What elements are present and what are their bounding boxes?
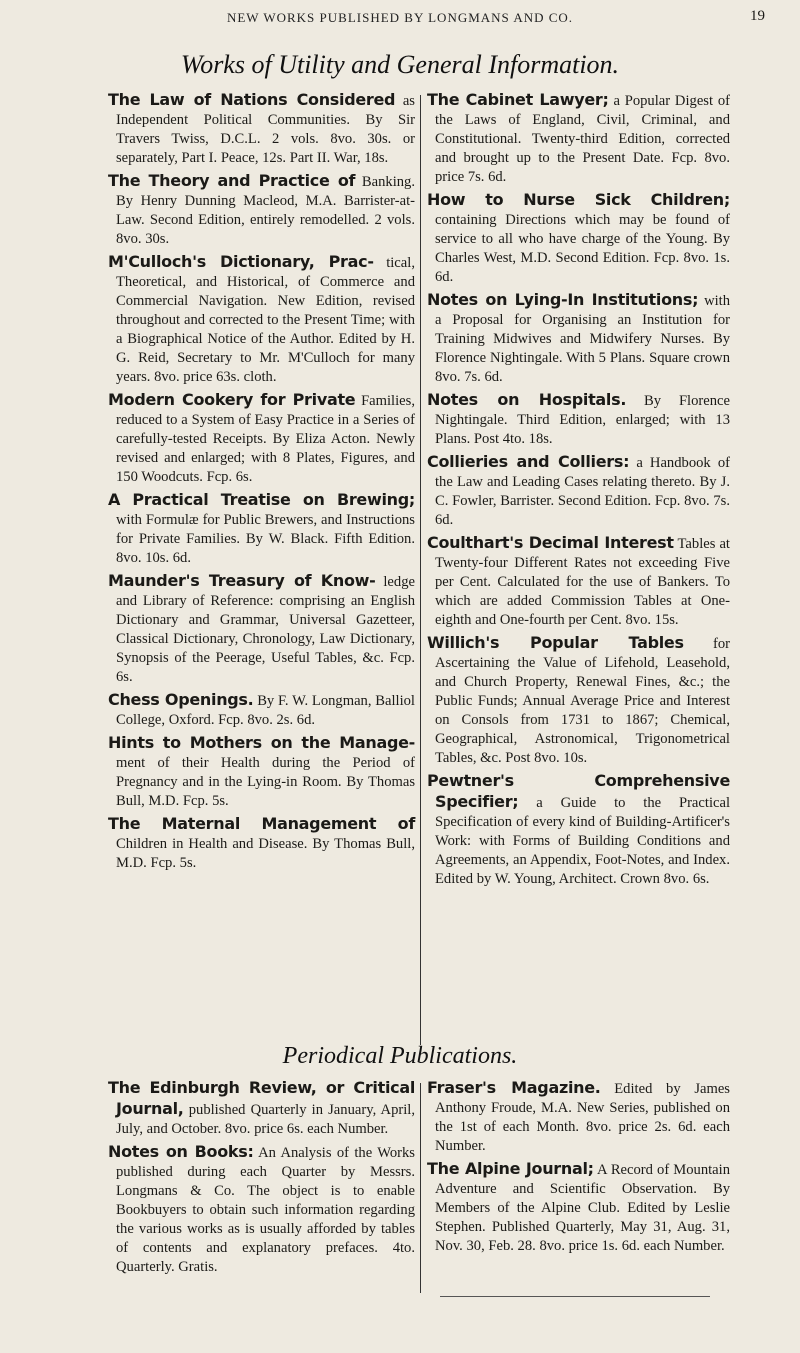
entry: Notes on Hospitals. By Florence Nightingale. Third Edition, enlarged; with 13 Plans. Post 4to. 18s.: [427, 390, 730, 447]
entry: Willich's Popular Tables for Ascertaining the Value of Lifehold, Leasehold, and Church Property, Renewal Fines, &c.; the Public Funds; Annual Average Price and Interest on Consols from 1731 to 1867; Chemical, Geographical, Astronomical, Trigonometrical Tables, &c. Post 8vo. 10s.: [427, 633, 730, 766]
entry: M'Culloch's Dictionary, Prac- tical, Theoretical, and Historical, of Commerce and Commercial Navigation. New Edition, revised throughout and corrected to the Present Time; with a Biographical Notice of the Author. Edited by H. G. Reid, Secretary to Mr. M'Culloch for many years. 8vo. price 63s. cloth.: [108, 252, 415, 385]
entry: Notes on Books: An Analysis of the Works published during each Quarter by Messrs. Longmans & Co. The object is to enable Bookbuyers to obtain such information regarding the various works as is usually afforded by tables of contents and explanatory prefaces. 4to. Quarterly. Gratis.: [108, 1142, 415, 1275]
entry: Notes on Lying-In Institutions; with a Proposal for Organising an Institution for Training Midwives and Midwifery Nurses. By Florence Nightingale. With 5 Plans. Square crown 8vo. 7s. 6d.: [427, 290, 731, 385]
section-title-periodical: Periodical Publications.: [282, 1043, 518, 1069]
periodical-right-column: [427, 1078, 730, 1259]
entry: Chess Openings. By F. W. Longman, Balliol College, Oxford. Fcp. 8vo. 2s. 6d.: [108, 690, 415, 728]
entry: The Cabinet Lawyer; a Popular Digest of the Laws of England, Civil, Criminal, and Constitutional. Twenty-third Edition, corrected and brought up to the Present Date. Fcp. 8vo. price 7s. 6d.: [427, 90, 730, 185]
entry: Hints to Mothers on the Manage- ment of their Health during the Period of Pregnancy and in the Lying-in Room. By Thomas Bull, M.D. Fcp. 5s.: [108, 733, 415, 809]
entry: A Practical Treatise on Brewing; with Formulæ for Public Brewers, and Instructions for Private Families. By W. Black. Fifth Edition. 8vo. 10s. 6d.: [108, 490, 415, 566]
column-divider: [420, 1083, 421, 1293]
entry: How to Nurse Sick Children; containing Directions which may be found of service to all who have charge of the Young. By Charles West, M.D. Second Edition. Fcp. 8vo. 1s. 6d.: [427, 190, 730, 285]
running-head: NEW WORKS PUBLISHED BY LONGMANS AND CO.: [226, 10, 574, 25]
column-divider: [420, 95, 421, 1045]
entry: Collieries and Colliers: a Handbook of the Law and Leading Cases relating thereto. By J. C. Fowler, Barrister. Second Edition. Fcp. 8vo. 7s. 6d.: [427, 452, 730, 528]
entry: Modern Cookery for Private Families, reduced to a System of Easy Practice in a Series of carefully-tested Receipts. By Eliza Acton. Newly revised and enlarged; with 8 Plates, Figures, and 150 Woodcuts. Fcp. 6s.: [108, 390, 415, 485]
entry: Coulthart's Decimal Interest Tables at Twenty-four Different Rates not exceeding Five per Cent. Calculated for the use of Bankers. To which are added Commission Tables at One-eighth and One-fourth per Cent. 8vo. 15s.: [427, 533, 730, 628]
entry: Pewtner's Comprehensive Specifier; a Guide to the Practical Specification of every kind of Building-Artificer's Work: with Forms of Building Conditions and Agreements, an Appendix, Foot-Notes, and Index. Edited by W. Young, Architect. Crown 8vo. 6s.: [427, 771, 731, 887]
entry: The Edinburgh Review, or Critical Journal, published Quarterly in January, April, July, and October. 8vo. price 6s. each Number.: [108, 1078, 415, 1137]
periodical-left-column: [108, 1078, 415, 1280]
entry: Fraser's Magazine. Edited by James Anthony Froude, M.A. New Series, published on the 1st of each Month. 8vo. price 2s. 6d. each Number.: [427, 1078, 730, 1154]
bottom-rule: [440, 1296, 710, 1297]
page-number: 19: [750, 8, 765, 24]
entry: Maunder's Treasury of Know- ledge and Library of Reference: comprising an English Dictionary and Grammar, Universal Gazetteer, Classical Dictionary, Chronology, Law Dictionary, Synopsis of the Peerage, Useful Tables, &c. Fcp. 6s.: [108, 571, 415, 685]
entry: The Theory and Practice of Banking. By Henry Dunning Macleod, M.A. Barrister-at-Law. Second Edition, entirely remodelled. 2 vols. 8vo. 30s.: [108, 171, 415, 247]
section-title-utility: Works of Utility and General Information.: [180, 50, 620, 79]
utility-right-column: [427, 90, 730, 892]
utility-left-column: [108, 90, 415, 876]
entry: The Maternal Management of Children in Health and Disease. By Thomas Bull, M.D. Fcp. 5s.: [108, 814, 415, 871]
entry: The Law of Nations Considered as Independent Political Communities. By Sir Travers Twiss, D.C.L. 2 vols. 8vo. 30s. or separately, Part I. Peace, 12s. Part II. War, 18s.: [108, 90, 415, 166]
entry: The Alpine Journal; A Record of Mountain Adventure and Scientific Observation. By Members of the Alpine Club. Edited by Leslie Stephen. Published Quarterly, May 31, Aug. 31, Nov. 30, Feb. 28. 8vo. price 1s. 6d. each Number.: [427, 1159, 730, 1254]
